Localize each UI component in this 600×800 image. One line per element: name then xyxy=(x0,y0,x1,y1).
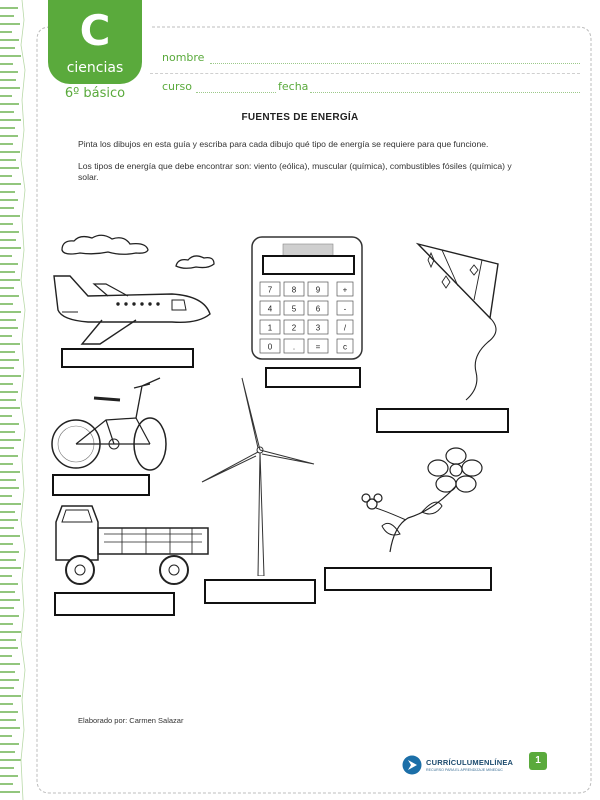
calculator-key-label: 5 xyxy=(291,304,297,314)
flower-answer-box[interactable] xyxy=(324,567,492,591)
name-field[interactable] xyxy=(210,63,580,64)
calculator-answer-box[interactable] xyxy=(262,255,355,275)
wind-turbine-drawing xyxy=(200,372,316,576)
calculator-key-label: 7 xyxy=(267,285,273,295)
calculator-key-label: 3 xyxy=(315,323,321,333)
calculator-key-label: 0 xyxy=(267,342,273,352)
header-divider xyxy=(150,73,580,74)
calculator-key-label: 2 xyxy=(291,323,297,333)
name-label: nombre xyxy=(162,51,205,64)
calculator-key-label: 9 xyxy=(315,285,321,295)
course-label: curso xyxy=(162,80,193,93)
subject-name: ciencias xyxy=(66,60,124,76)
kite-drawing xyxy=(402,238,504,404)
brand-logo xyxy=(402,755,513,775)
page-number: 1 xyxy=(529,752,547,770)
worksheet-title: FUENTES DE ENERGÍA xyxy=(241,112,359,123)
truck-drawing xyxy=(52,500,212,588)
course-field[interactable] xyxy=(196,92,276,93)
calculator-key-label: . xyxy=(292,342,296,352)
energy-types-text: Los tipos de energía que debe encontrar son: viento (eólica), muscular (química), combustibles fósiles (química) y solar. xyxy=(78,161,512,182)
kite-answer-box[interactable] xyxy=(376,408,509,433)
truck-answer-box[interactable] xyxy=(54,592,175,616)
calculator-key-label: 4 xyxy=(267,304,273,314)
calculator-key-label: 6 xyxy=(315,304,321,314)
calculator-op-label: + xyxy=(342,285,348,295)
wind-turbine-answer-box[interactable] xyxy=(204,579,316,604)
bicycle-drawing xyxy=(50,370,172,474)
calculator-key-label: 1 xyxy=(267,323,273,333)
flower-drawing xyxy=(360,446,484,554)
author-credit: Elaborado por: Carmen Salazar xyxy=(78,716,184,725)
brand-tagline: RECURSO PARA EL APRENDIZAJE MINEDUC xyxy=(426,768,503,772)
airplane-answer-box[interactable] xyxy=(61,348,194,368)
brand-arrow-icon xyxy=(402,755,422,775)
date-field[interactable] xyxy=(310,92,580,93)
grade-label: 6º básico xyxy=(64,86,126,101)
airplane-drawing xyxy=(48,270,214,348)
calculator-op-label: - xyxy=(343,304,347,314)
instructions-text: Pinta los dibujos en esta guía y escriba para cada dibujo qué tipo de energía se requiere para que funcione. xyxy=(78,139,489,149)
calculator-key-label: 8 xyxy=(291,285,297,295)
logo-letter: C xyxy=(79,6,111,55)
calculator-op-label: c xyxy=(343,342,347,352)
date-label: fecha xyxy=(278,80,309,93)
calculator-key-label: = xyxy=(315,342,321,352)
bicycle-answer-box[interactable] xyxy=(52,474,150,496)
calculator-op-label: / xyxy=(343,323,347,333)
subject-logo xyxy=(48,0,142,84)
brand-name: CURRÍCULUMENLÍNEA xyxy=(426,758,514,767)
